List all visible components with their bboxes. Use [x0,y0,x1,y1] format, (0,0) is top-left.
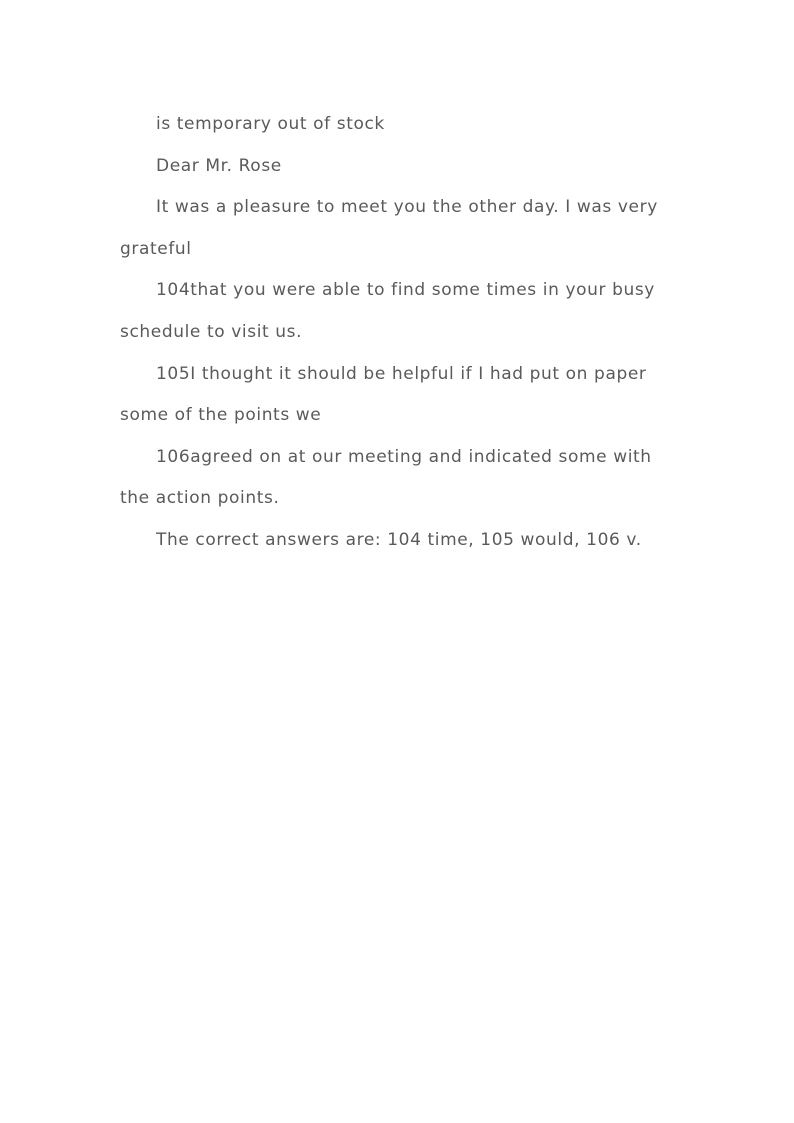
paragraph-answers: The correct answers are: 104 time, 105 would, 106 v. [156,529,642,550]
paragraph-106: 106agreed on at our meeting and indicated some with the action points. [120,446,652,509]
paragraph-pleasure: It was a pleasure to meet you the other day. I was very grateful [120,197,658,259]
paragraph-stock-note: is temporary out of stock [156,114,385,134]
paragraph-salutation: Dear Mr. Rose [156,155,282,176]
document-page [120,104,680,562]
paragraph-104: 104that you were able to find some times in your busy schedule to visit us. [120,280,655,342]
paragraph-105: 105I thought it should be helpful if I had put on paper some of the points we [120,363,647,426]
